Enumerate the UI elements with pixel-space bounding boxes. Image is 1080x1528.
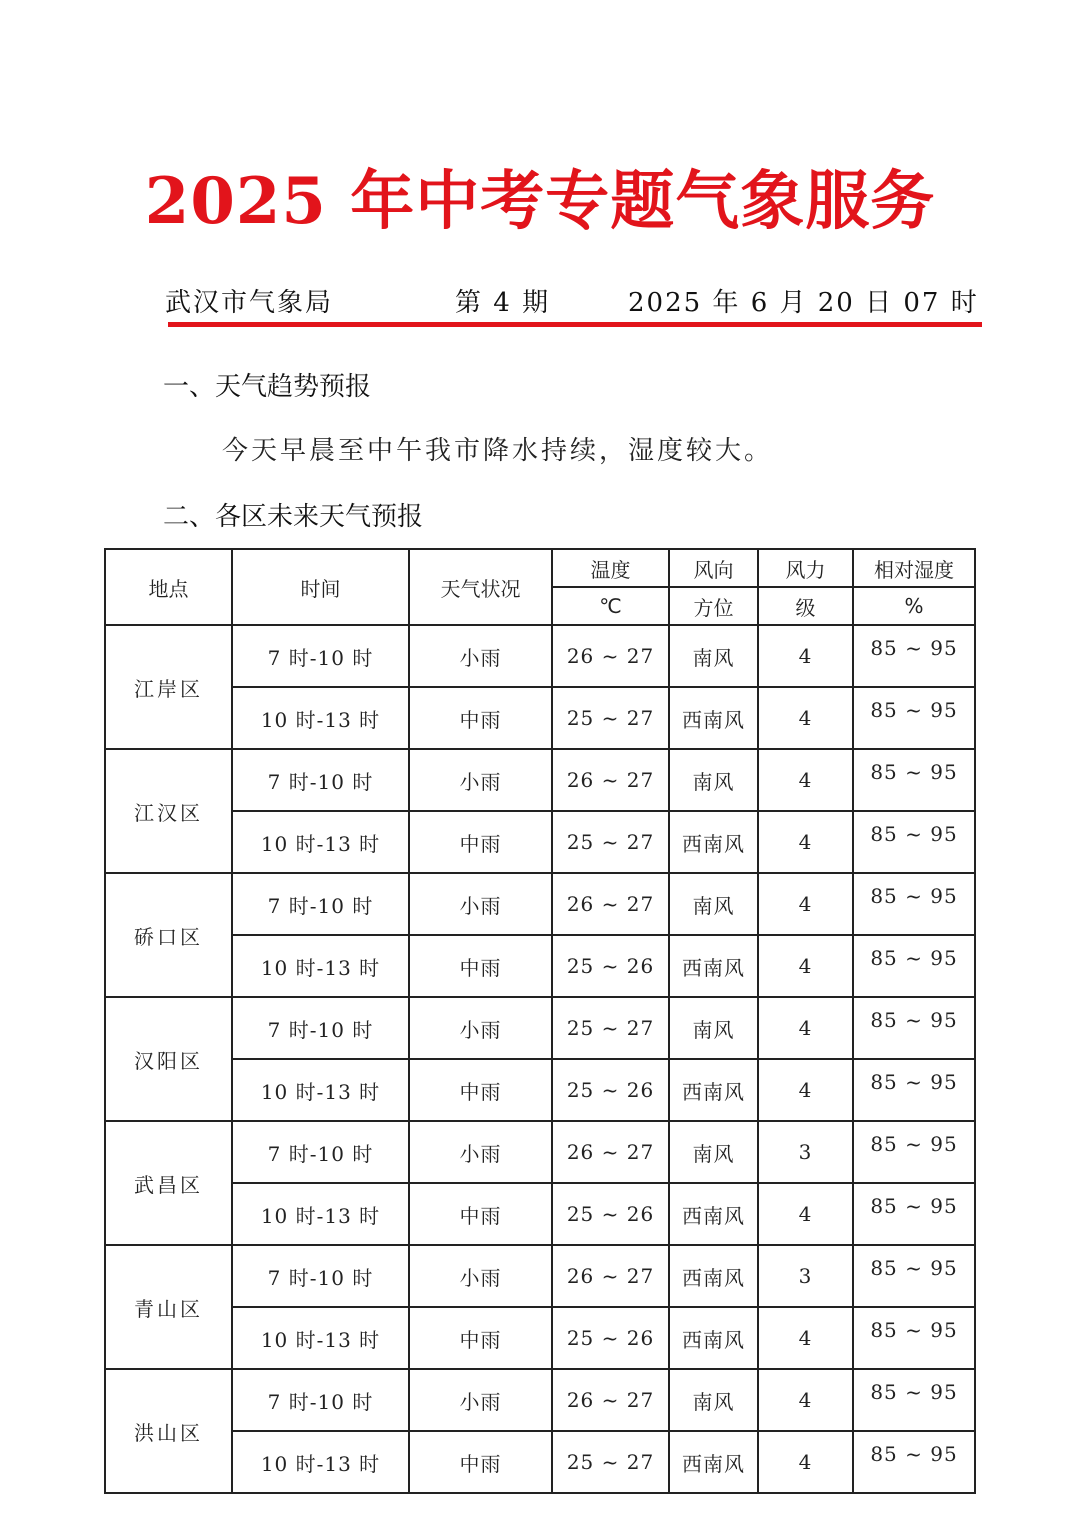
cell-humidity: 85 ~ 95 bbox=[853, 1059, 975, 1121]
cell-weather: 中雨 bbox=[409, 935, 552, 997]
table-row bbox=[105, 873, 975, 935]
cell-district: 江汉区 bbox=[105, 749, 232, 873]
cell-district: 青山区 bbox=[105, 1245, 232, 1369]
cell-humidity: 85 ~ 95 bbox=[853, 625, 975, 687]
cell-district: 武昌区 bbox=[105, 1121, 232, 1245]
cell-wind-direction: 南风 bbox=[669, 873, 758, 935]
cell-humidity: 85 ~ 95 bbox=[853, 1183, 975, 1245]
cell-humidity: 85 ~ 95 bbox=[853, 1431, 975, 1493]
cell-time: 10 时-13 时 bbox=[232, 1183, 409, 1245]
cell-temperature: 26 ~ 27 bbox=[552, 1369, 669, 1431]
table-row bbox=[105, 935, 975, 997]
header-wind-force: 风力 bbox=[758, 549, 853, 587]
trend-text: 今天早晨至中午我市降水持续，湿度较大。 bbox=[222, 436, 774, 466]
cell-humidity: 85 ~ 95 bbox=[853, 687, 975, 749]
header-temperature: 温度 bbox=[552, 549, 669, 587]
cell-wind-direction: 西南风 bbox=[669, 1245, 758, 1307]
header-humidity: 相对湿度 bbox=[853, 549, 975, 587]
cell-time: 7 时-10 时 bbox=[232, 749, 409, 811]
cell-wind-force: 4 bbox=[758, 935, 853, 997]
cell-temperature: 25 ~ 26 bbox=[552, 1307, 669, 1369]
cell-humidity: 85 ~ 95 bbox=[853, 1369, 975, 1431]
cell-wind-direction: 西南风 bbox=[669, 1183, 758, 1245]
cell-humidity: 85 ~ 95 bbox=[853, 811, 975, 873]
cell-time: 7 时-10 时 bbox=[232, 873, 409, 935]
cell-time: 7 时-10 时 bbox=[232, 1245, 409, 1307]
cell-weather: 中雨 bbox=[409, 1183, 552, 1245]
table-row bbox=[105, 1369, 975, 1431]
table-row bbox=[105, 1059, 975, 1121]
header-wind-force-unit: 级 bbox=[758, 587, 853, 625]
table-row bbox=[105, 997, 975, 1059]
cell-wind-direction: 南风 bbox=[669, 625, 758, 687]
cell-wind-force: 4 bbox=[758, 1369, 853, 1431]
cell-weather: 小雨 bbox=[409, 749, 552, 811]
header-wind-direction: 风向 bbox=[669, 549, 758, 587]
cell-wind-direction: 西南风 bbox=[669, 811, 758, 873]
cell-temperature: 25 ~ 26 bbox=[552, 1183, 669, 1245]
section-heading-trend: 一、天气趋势预报 bbox=[163, 372, 372, 402]
cell-weather: 中雨 bbox=[409, 1307, 552, 1369]
cell-wind-force: 4 bbox=[758, 1183, 853, 1245]
cell-district: 江岸区 bbox=[105, 625, 232, 749]
cell-temperature: 25 ~ 27 bbox=[552, 687, 669, 749]
cell-wind-force: 4 bbox=[758, 873, 853, 935]
cell-temperature: 26 ~ 27 bbox=[552, 1121, 669, 1183]
cell-time: 7 时-10 时 bbox=[232, 997, 409, 1059]
cell-wind-force: 4 bbox=[758, 625, 853, 687]
header-humidity-unit: % bbox=[853, 587, 975, 625]
cell-wind-direction: 西南风 bbox=[669, 687, 758, 749]
cell-wind-direction: 西南风 bbox=[669, 1431, 758, 1493]
cell-wind-direction: 南风 bbox=[669, 1369, 758, 1431]
cell-temperature: 25 ~ 27 bbox=[552, 811, 669, 873]
cell-wind-direction: 南风 bbox=[669, 1121, 758, 1183]
table-row bbox=[105, 749, 975, 811]
cell-humidity: 85 ~ 95 bbox=[853, 997, 975, 1059]
cell-time: 10 时-13 时 bbox=[232, 935, 409, 997]
section-heading-districts: 二、各区未来天气预报 bbox=[163, 502, 424, 532]
cell-humidity: 85 ~ 95 bbox=[853, 749, 975, 811]
cell-weather: 小雨 bbox=[409, 625, 552, 687]
cell-wind-force: 4 bbox=[758, 749, 853, 811]
cell-wind-direction: 南风 bbox=[669, 749, 758, 811]
cell-wind-force: 3 bbox=[758, 1245, 853, 1307]
cell-weather: 小雨 bbox=[409, 1121, 552, 1183]
cell-humidity: 85 ~ 95 bbox=[853, 935, 975, 997]
cell-weather: 小雨 bbox=[409, 997, 552, 1059]
cell-wind-direction: 西南风 bbox=[669, 935, 758, 997]
issuing-agency: 武汉市气象局 bbox=[165, 288, 334, 318]
cell-wind-direction: 南风 bbox=[669, 997, 758, 1059]
cell-temperature: 26 ~ 27 bbox=[552, 749, 669, 811]
cell-weather: 中雨 bbox=[409, 687, 552, 749]
cell-wind-force: 4 bbox=[758, 811, 853, 873]
table-row bbox=[105, 1431, 975, 1493]
cell-weather: 中雨 bbox=[409, 1059, 552, 1121]
cell-district: 汉阳区 bbox=[105, 997, 232, 1121]
document-title: 2025 年中考专题气象服务 bbox=[144, 164, 936, 239]
cell-wind-force: 3 bbox=[758, 1121, 853, 1183]
table-row bbox=[105, 1183, 975, 1245]
cell-time: 10 时-13 时 bbox=[232, 1307, 409, 1369]
cell-district: 洪山区 bbox=[105, 1369, 232, 1493]
cell-wind-force: 4 bbox=[758, 1431, 853, 1493]
cell-wind-force: 4 bbox=[758, 1059, 853, 1121]
cell-weather: 小雨 bbox=[409, 873, 552, 935]
cell-time: 10 时-13 时 bbox=[232, 1059, 409, 1121]
cell-wind-direction: 西南风 bbox=[669, 1307, 758, 1369]
cell-time: 7 时-10 时 bbox=[232, 1121, 409, 1183]
cell-humidity: 85 ~ 95 bbox=[853, 1121, 975, 1183]
cell-temperature: 26 ~ 27 bbox=[552, 1245, 669, 1307]
cell-time: 7 时-10 时 bbox=[232, 625, 409, 687]
table-row bbox=[105, 625, 975, 687]
header-temperature-unit: ℃ bbox=[552, 587, 669, 625]
cell-temperature: 26 ~ 27 bbox=[552, 625, 669, 687]
cell-district: 硚口区 bbox=[105, 873, 232, 997]
cell-weather: 中雨 bbox=[409, 1431, 552, 1493]
cell-wind-direction: 西南风 bbox=[669, 1059, 758, 1121]
table-row bbox=[105, 1307, 975, 1369]
cell-wind-force: 4 bbox=[758, 1307, 853, 1369]
table-row bbox=[105, 811, 975, 873]
cell-time: 10 时-13 时 bbox=[232, 1431, 409, 1493]
cell-weather: 小雨 bbox=[409, 1369, 552, 1431]
cell-wind-force: 4 bbox=[758, 997, 853, 1059]
cell-weather: 中雨 bbox=[409, 811, 552, 873]
cell-humidity: 85 ~ 95 bbox=[853, 873, 975, 935]
header-time: 时间 bbox=[232, 549, 409, 625]
issue-number: 第 4 期 bbox=[455, 288, 551, 318]
cell-temperature: 26 ~ 27 bbox=[552, 873, 669, 935]
cell-time: 10 时-13 时 bbox=[232, 687, 409, 749]
cell-humidity: 85 ~ 95 bbox=[853, 1307, 975, 1369]
header-wind-direction-sub: 方位 bbox=[669, 587, 758, 625]
cell-weather: 小雨 bbox=[409, 1245, 552, 1307]
header-divider bbox=[168, 322, 982, 327]
cell-temperature: 25 ~ 27 bbox=[552, 997, 669, 1059]
district-forecast-table bbox=[104, 548, 976, 1494]
cell-wind-force: 4 bbox=[758, 687, 853, 749]
table-row bbox=[105, 687, 975, 749]
cell-temperature: 25 ~ 26 bbox=[552, 935, 669, 997]
cell-time: 10 时-13 时 bbox=[232, 811, 409, 873]
table-row bbox=[105, 1121, 975, 1183]
issue-date: 2025 年 6 月 20 日 07 时 bbox=[628, 288, 979, 318]
cell-temperature: 25 ~ 26 bbox=[552, 1059, 669, 1121]
header-weather: 天气状况 bbox=[409, 549, 552, 625]
cell-time: 7 时-10 时 bbox=[232, 1369, 409, 1431]
header-location: 地点 bbox=[105, 549, 232, 625]
cell-temperature: 25 ~ 27 bbox=[552, 1431, 669, 1493]
cell-humidity: 85 ~ 95 bbox=[853, 1245, 975, 1307]
table-row bbox=[105, 1245, 975, 1307]
